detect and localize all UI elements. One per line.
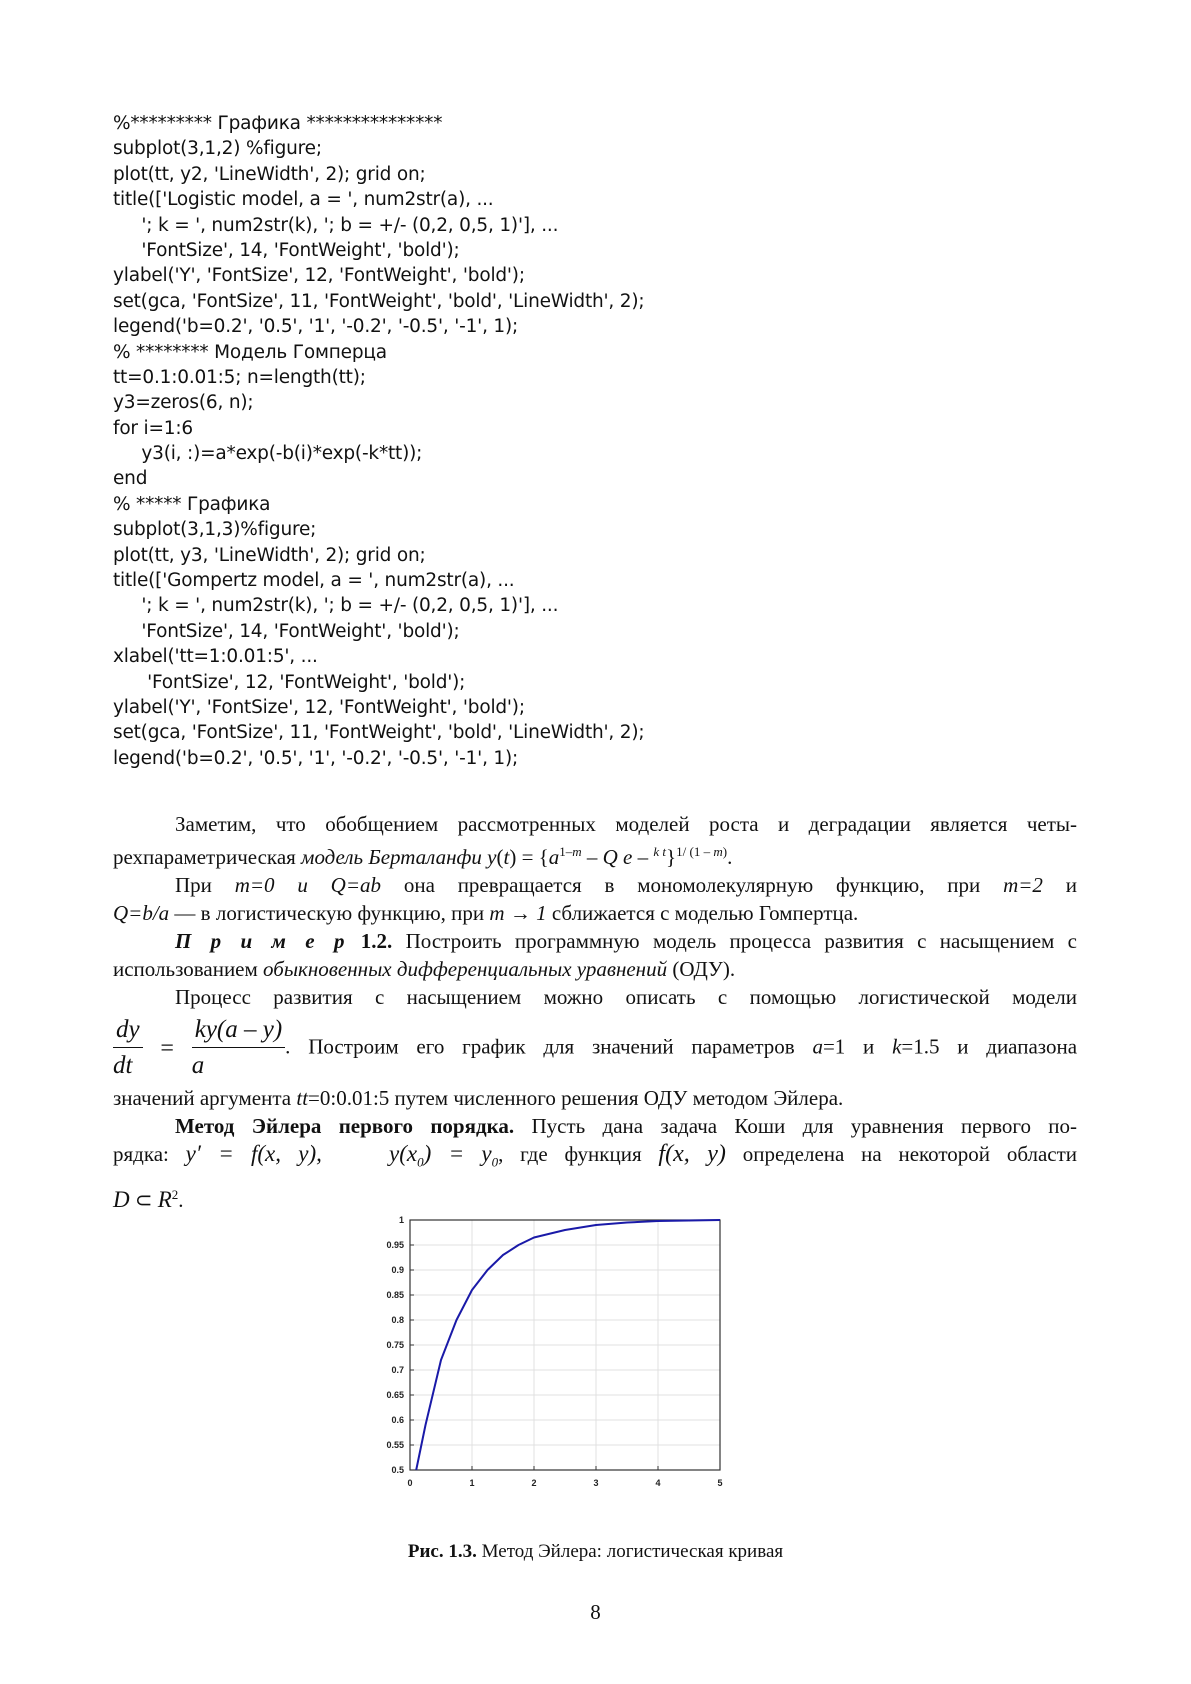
bertalanffy-model-name: модель Берталанфи bbox=[301, 845, 482, 869]
x-tick-label: 1 bbox=[469, 1478, 475, 1488]
y-tick-label: 0.7 bbox=[391, 1365, 404, 1375]
paragraph-special-cases: При m=0 и Q=ab она превращается в мономолекулярную функцию, при m=2 и bbox=[175, 873, 1077, 897]
bertalanffy-formula: y bbox=[487, 845, 497, 869]
x-tick-label: 2 bbox=[531, 1478, 537, 1488]
code-line: % ***** Графика bbox=[113, 493, 271, 515]
code-line: legend('b=0.2', '0.5', '1', '-0.2', '-0.5', '-1', 1); bbox=[113, 316, 519, 338]
code-line: subplot(3,1,2) %figure; bbox=[113, 138, 322, 160]
y-tick-label: 0.5 bbox=[391, 1465, 404, 1475]
code-line: '; k = ', num2str(k), '; b = +/- (0,2, 0,5, 1)'], ... bbox=[113, 595, 559, 617]
code-line: plot(tt, y3, 'LineWidth', 2); grid on; bbox=[113, 544, 426, 566]
code-line: ylabel('Y', 'FontSize', 12, 'FontWeight', 'bold'); bbox=[113, 265, 525, 287]
code-line: '; k = ', num2str(k), '; b = +/- (0,2, 0,5, 1)'], ... bbox=[113, 214, 559, 236]
y-tick-label: 1 bbox=[398, 1215, 404, 1225]
y-tick-label: 0.9 bbox=[391, 1265, 404, 1275]
code-line: ylabel('Y', 'FontSize', 12, 'FontWeight', 'bold'); bbox=[113, 696, 525, 718]
code-line: 'FontSize', 14, 'FontWeight', 'bold'); bbox=[113, 620, 460, 642]
figure-caption: Рис. 1.3. Метод Эйлера: логистическая кривая bbox=[407, 1541, 784, 1562]
page-number: 8 bbox=[590, 1600, 601, 1624]
code-line: y3=zeros(6, n); bbox=[113, 392, 254, 414]
x-tick-label: 4 bbox=[655, 1478, 661, 1488]
code-line: % ******** Модель Гомперца bbox=[113, 341, 387, 363]
paragraph-bertalanffy-cont: рехпараметрическая модель Берталанфи $y(t) = \{a^{1-m} - Q$ e – $^{k t}$}$^{1/ (1 - m)}$. bbox=[113, 844, 733, 869]
fraction-dy-dt: $\frac{dy}{dt}$ bbox=[113, 1013, 143, 1084]
paragraph-example-1-2: П р и м е р 1.2. Построить программную модель процесса развития с насыщением с bbox=[175, 929, 1077, 953]
code-line: for i=1:6 bbox=[113, 417, 193, 439]
x-tick-label: 0 bbox=[407, 1478, 413, 1488]
logistic-curve-chart bbox=[385, 1215, 785, 1510]
x-tick-label: 5 bbox=[717, 1478, 723, 1488]
y-tick-label: 0.65 bbox=[386, 1390, 404, 1400]
code-line: 'FontSize', 12, 'FontWeight', 'bold'); bbox=[113, 671, 466, 693]
x-tick-label: 3 bbox=[593, 1478, 599, 1488]
y-tick-label: 0.55 bbox=[386, 1440, 404, 1450]
code-line: set(gca, 'FontSize', 11, 'FontWeight', 'bold', 'LineWidth', 2); bbox=[113, 290, 645, 312]
y-tick-label: 0.8 bbox=[391, 1315, 404, 1325]
paragraph-logistic-formula: $\frac{dy}{dt}$ = $\frac{ky(a - y)}{a}$ . Построим его график для значений параметров a=1 и k=1.5 и диапазона bbox=[113, 1013, 1077, 1084]
paragraph-euler-method: Метод Эйлера первого порядка. Пусть дана задача Коши для уравнения первого по- bbox=[175, 1114, 1077, 1138]
y-tick-label: 0.6 bbox=[391, 1415, 404, 1425]
code-line: title(['Logistic model, a = ', num2str(a), ... bbox=[113, 189, 494, 211]
code-line: subplot(3,1,3)%figure; bbox=[113, 519, 317, 541]
paragraph-domain: D ⊂ $R^2$. bbox=[113, 1186, 184, 1212]
code-line: tt=0.1:0.01:5; n=length(tt); bbox=[113, 366, 366, 388]
y-tick-label: 0.75 bbox=[386, 1340, 404, 1350]
code-line: legend('b=0.2', '0.5', '1', '-0.2', '-0.5', '-1', 1); bbox=[113, 747, 519, 769]
y-tick-label: 0.95 bbox=[386, 1240, 404, 1250]
matlab-code-listing bbox=[113, 111, 813, 771]
body-text bbox=[113, 810, 1077, 1214]
paragraph-special-cases-cont: Q=b/a — в логистическую функцию, при m → 1 сближается с моделью Гомпертца. bbox=[113, 901, 859, 925]
y-tick-label: 0.85 bbox=[386, 1290, 404, 1300]
code-line: plot(tt, y2, 'LineWidth', 2); grid on; bbox=[113, 163, 426, 185]
initial-condition: $y(x_0) = y_0$ bbox=[389, 1141, 499, 1170]
paragraph-bertalanffy: Заметим, что обобщением рассмотренных моделей роста и деградации является четы- bbox=[175, 812, 1077, 836]
code-line: 'FontSize', 14, 'FontWeight', 'bold'); bbox=[113, 239, 460, 261]
fraction-logistic-rhs: $\frac{ky(a - y)}{a}$ bbox=[192, 1013, 285, 1084]
code-line: set(gca, 'FontSize', 11, 'FontWeight', 'bold', 'LineWidth', 2); bbox=[113, 722, 645, 744]
paragraph-logistic: Процесс развития с насыщением можно описать с помощью логистической модели bbox=[175, 985, 1077, 1009]
code-line: end bbox=[113, 468, 148, 490]
code-line: %********* Графика *************** bbox=[113, 113, 443, 134]
code-line: y3(i, :)=a*exp(-b(i)*exp(-k*tt)); bbox=[113, 443, 423, 465]
code-line: title(['Gompertz model, a = ', num2str(a), ... bbox=[113, 570, 515, 592]
paragraph-euler-method-cont: рядка: y′ = f(x, y), $y(x_0) = y_0$, где функция f(x, y) определена на некоторой области bbox=[113, 1141, 1078, 1170]
paragraph-example-1-2-cont: использованием обыкновенных дифференциальных уравнений (ОДУ). bbox=[113, 957, 736, 981]
paragraph-logistic-cont: значений аргумента tt=0:0.01:5 путем численного решения ОДУ методом Эйлера. bbox=[113, 1086, 844, 1110]
code-line: xlabel('tt=1:0.01:5', ... bbox=[113, 646, 318, 668]
